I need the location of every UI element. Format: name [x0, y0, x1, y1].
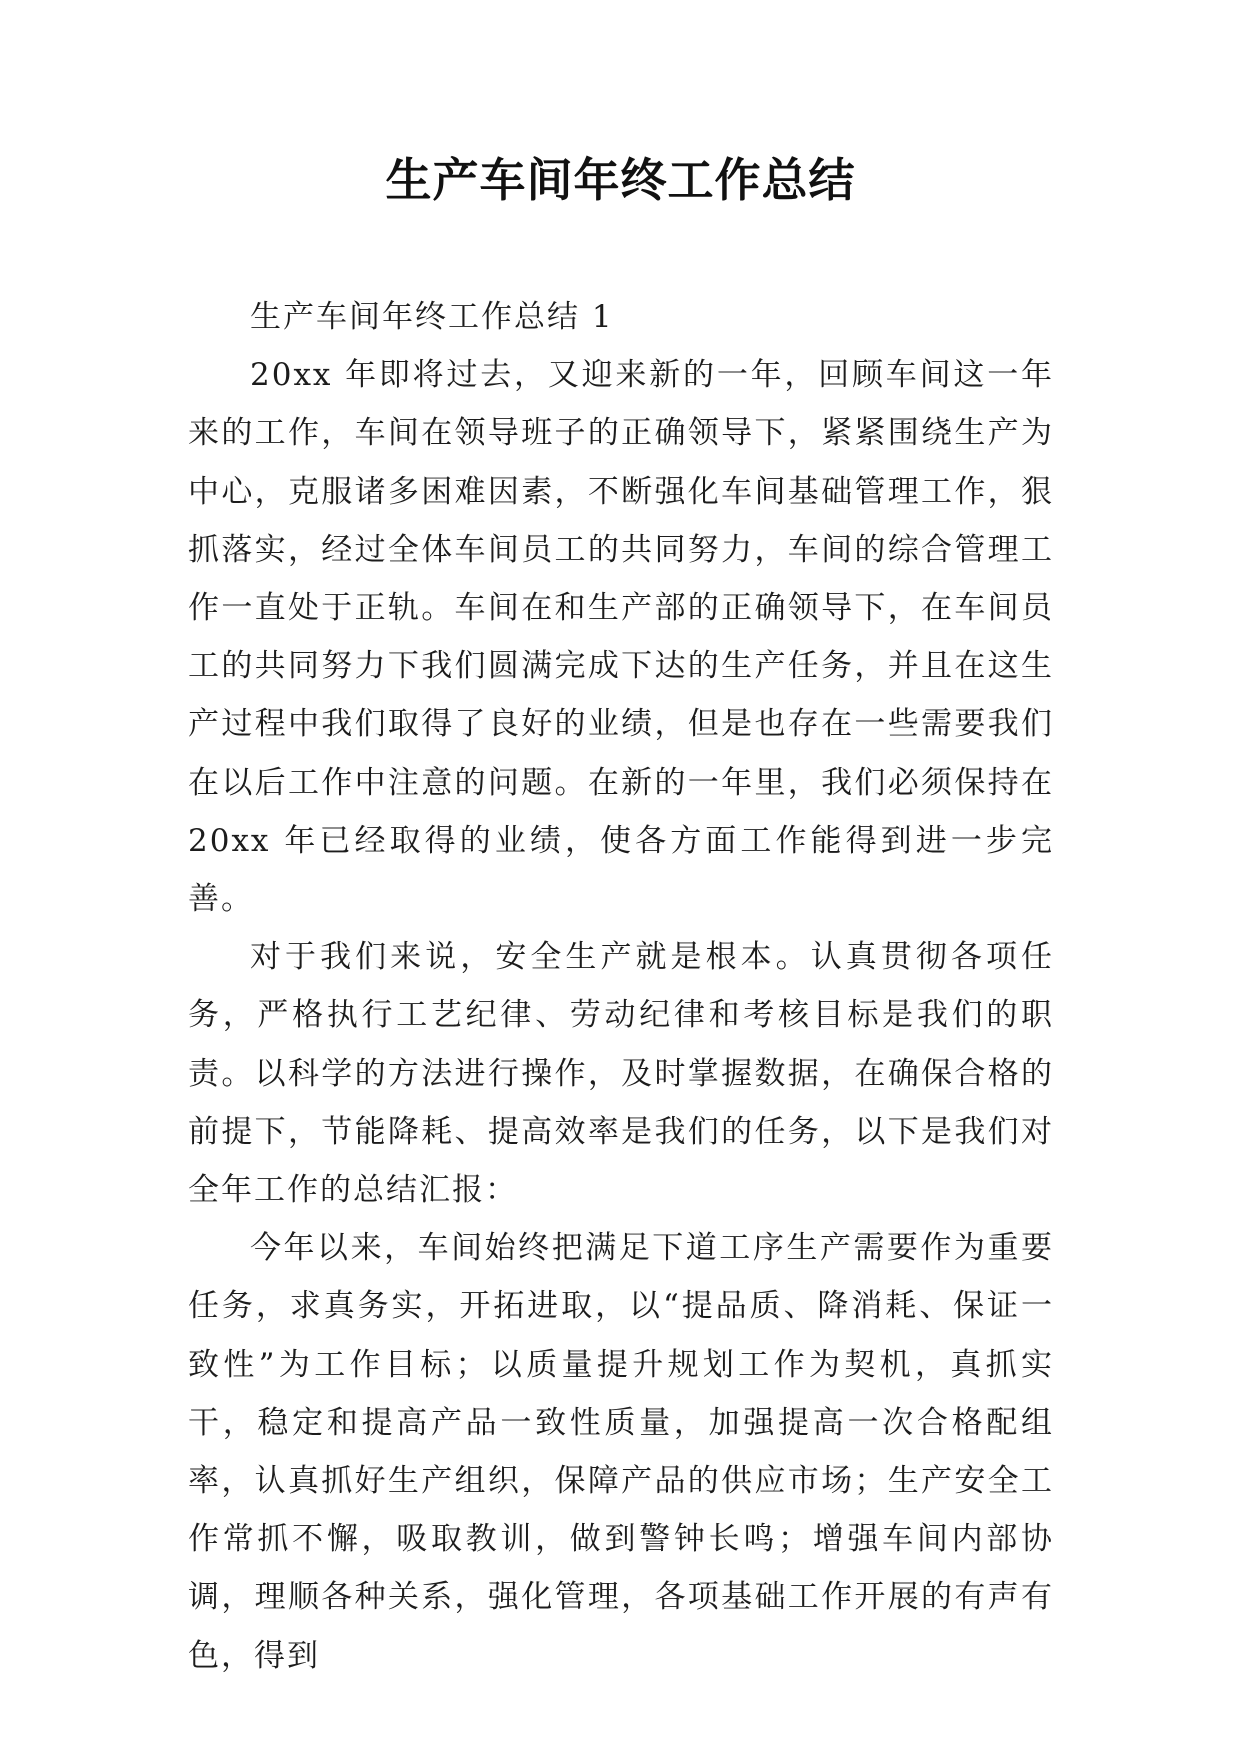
paragraph: 对于我们来说，安全生产就是根本。认真贯彻各项任务，严格执行工艺纪律、劳动纪律和考核目标是我们的职责。以科学的方法进行操作，及时掌握数据，在确保合格的前提下，节能降耗、提高效率是我们的任务，以下是我们对全年工作的总结汇报：	[188, 939, 1054, 1209]
document-title: 生产车间年终工作总结	[385, 153, 856, 207]
paragraph: 20xx 年即将过去，又迎来新的一年，回顾车间这一年来的工作，车间在领导班子的正确领导下，紧紧围绕生产为中心，克服诸多困难因素，不断强化车间基础管理工作，狠抓落实，经过全体车间员工的共同努力，车间的综合管理工作一直处于正轨。车间在和生产部的正确领导下，在车间员工的共同努力下我们圆满完成下达的生产任务，并且在这生产过程中我们取得了良好的业绩，但是也存在一些需要我们在以后工作中注意的问题。在新的一年里，我们必须保持在20xx 年已经取得的业绩，使各方面工作能得到进一步完善。	[188, 357, 1054, 918]
section-heading: 生产车间年终工作总结 1	[250, 299, 614, 335]
document-body	[188, 288, 1054, 1685]
paragraph: 今年以来，车间始终把满足下道工序生产需要作为重要任务，求真务实，开拓进取，以“提品质、降消耗、保证一致性”为工作目标；以质量提升规划工作为契机，真抓实干，稳定和提高产品一致性质量，加强提高一次合格配组率，认真抓好生产组织，保障产品的供应市场；生产安全工作常抓不懈，吸取教训，做到警钟长鸣；增强车间内部协调，理顺各种关系，强化管理，各项基础工作开展的有声有色，得到	[188, 1230, 1054, 1674]
